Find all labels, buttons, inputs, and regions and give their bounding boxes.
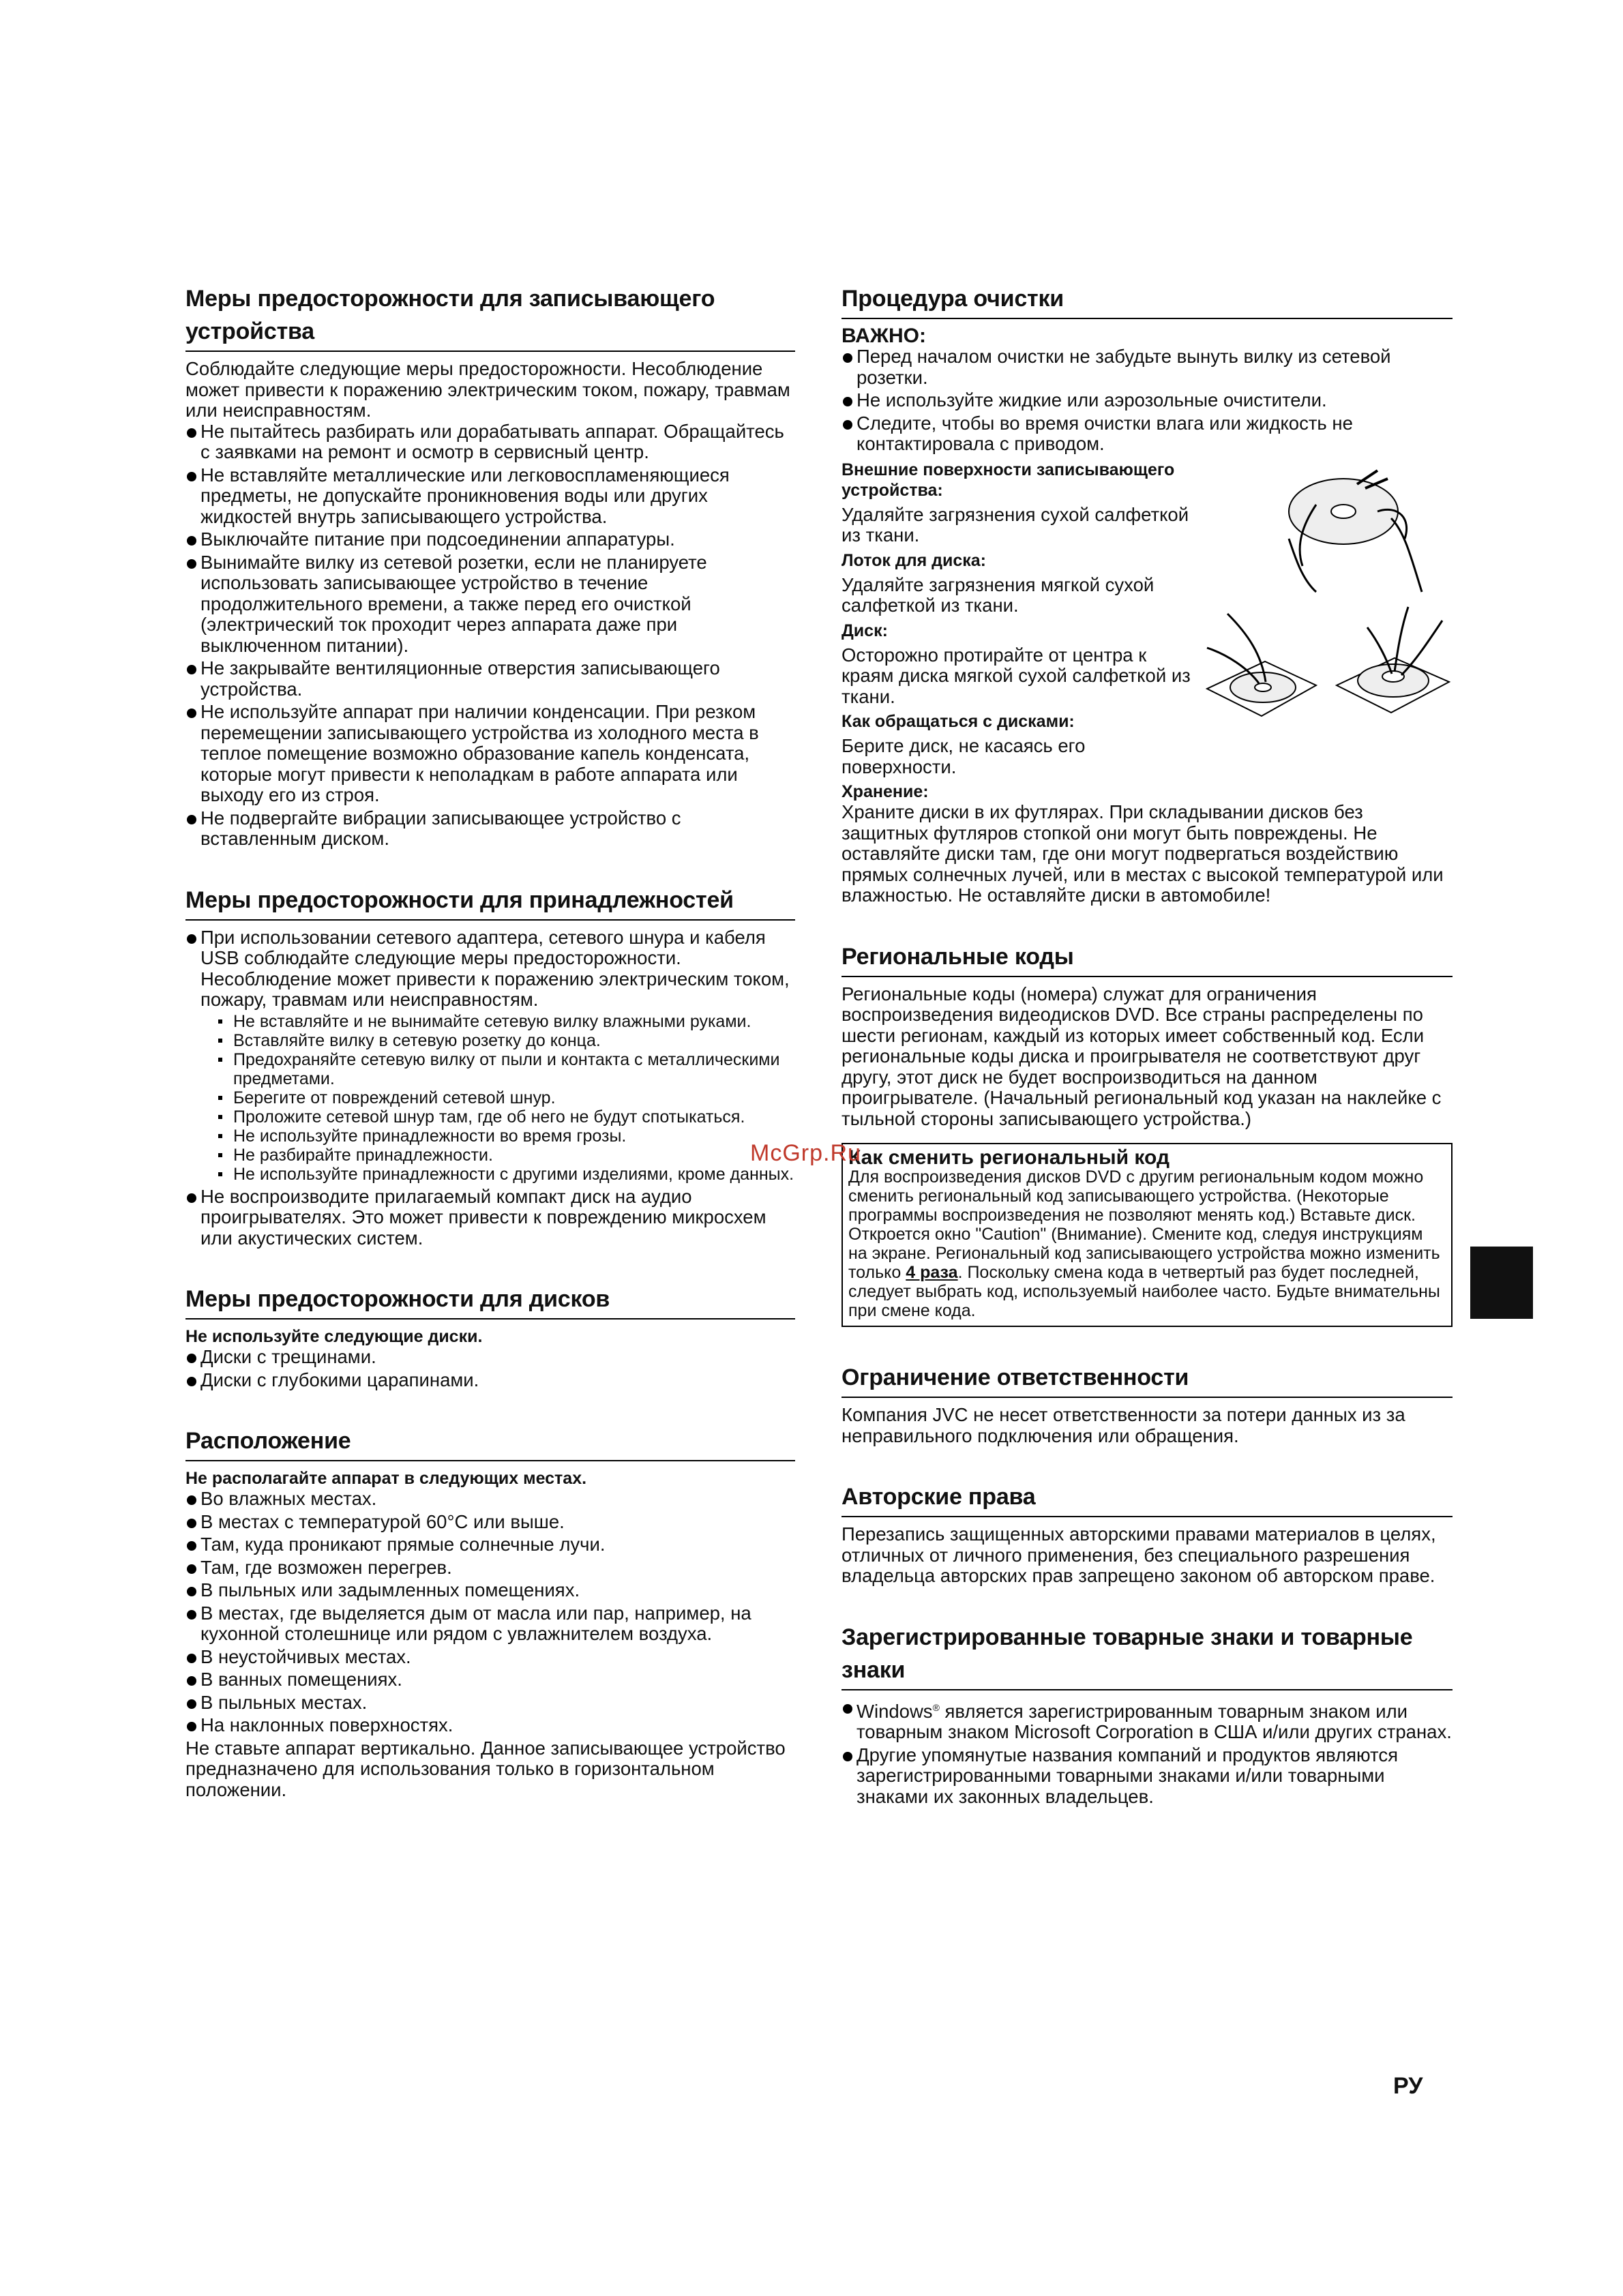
section-tab-marker xyxy=(1470,1247,1533,1319)
copyright-heading: Авторские права xyxy=(842,1480,1453,1517)
list-item: Следите, чтобы во время очистки влага или жидкость не контактировала с приводом. xyxy=(842,413,1453,455)
cleaning-list xyxy=(842,346,1453,455)
list-item: Там, где возможен перегрев. xyxy=(185,1557,795,1579)
sub-list-item: Проложите сетевой шнур там, где об него не будут спотыкаться. xyxy=(200,1107,795,1127)
region-codes-heading: Региональные коды xyxy=(842,940,1453,977)
list-item xyxy=(185,927,795,1184)
list-item: Диски с трещинами. xyxy=(185,1347,795,1368)
sub-list-item: Не разбирайте принадлежности. xyxy=(200,1146,795,1165)
list-item: Не воспроизводите прилагаемый компакт диск на аудио проигрывателях. Это может привести к повреждению микросхем или акустических систем. xyxy=(185,1187,795,1249)
cleaning-details xyxy=(842,457,1453,782)
disc-text: Осторожно протирайте от центра к краям диска мягкой сухой салфеткой из ткани. xyxy=(842,644,1191,707)
trademarks-list xyxy=(842,1697,1453,1808)
accessory-precautions-list xyxy=(185,927,795,1249)
important-label: ВАЖНО: xyxy=(842,325,926,347)
liability-section xyxy=(842,1361,1453,1446)
trademarks-heading: Зарегистрированные товарные знаки и товарные знаки xyxy=(842,1621,1453,1690)
change-region-text-part1: Для воспроизведения дисков DVD с другим региональным кодом можно сменить региональный код записывающего устройства. (Некоторые программы воспроизведения не позволяют менять код.) Вставьте диск. Откроется окно "Caution" (Внимание). Смените код, следуя инструкциям на экране. Региональный код записывающего устройства можно изменить только xyxy=(848,1167,1440,1282)
copyright-text: Перезапись защищенных авторскими правами материалов в целях, отличных от личного применения, без специального разрешения владельца авторских прав запрещено законом об авторском праве. xyxy=(842,1523,1436,1586)
location-heading: Расположение xyxy=(185,1425,795,1461)
disc-precautions-heading: Меры предосторожности для дисков xyxy=(185,1283,795,1320)
windows-trademark-text: является зарегистрированным товарным знаком или товарным знаком Microsoft Corporation в США и/или других странах. xyxy=(857,1700,1452,1743)
list-item: В пыльных местах. xyxy=(185,1693,795,1714)
list-item: На наклонных поверхностях. xyxy=(185,1715,795,1736)
sub-list-item: Предохраняйте сетевую вилку от пыли и контакта с металлическими предметами. xyxy=(200,1050,795,1088)
cleaning-heading: Процедура очистки xyxy=(842,282,1453,319)
cleaning-section xyxy=(842,282,1453,906)
disc-wiping-illustration xyxy=(1275,457,1439,593)
list-item: Не пытайтесь разбирать или дорабатывать аппарат. Обращайтесь с заявками на ремонт и осмотр в сервисный центр. xyxy=(185,421,795,463)
tray-label: Лоток для диска: xyxy=(842,550,986,570)
sub-list-item: Не вставляйте и не вынимайте сетевую вилку влажными руками. xyxy=(200,1012,795,1031)
list-item: Не используйте жидкие или аэрозольные очистители. xyxy=(842,390,1453,411)
sub-list-item: Не используйте принадлежности с другими изделиями, кроме данных. xyxy=(200,1165,795,1184)
watermark-text: McGrp.Ru xyxy=(750,1140,861,1166)
location-lead: Не располагайте аппарат в следующих местах. xyxy=(185,1469,587,1488)
list-item: В ванных помещениях. xyxy=(185,1669,795,1690)
sub-list-item: Берегите от повреждений сетевой шнур. xyxy=(200,1088,795,1107)
recorder-precautions-intro: Соблюдайте следующие меры предосторожности. Несоблюдение может привести к поражению электрическим током, пожару, травмам или неисправностям. xyxy=(185,358,790,421)
windows-brand: Windows xyxy=(857,1700,933,1722)
location-note: Не ставьте аппарат вертикально. Данное записывающее устройство предназначено для использования только в горизонтальном положении. xyxy=(185,1737,786,1800)
list-item: Вынимайте вилку из сетевой розетки, если не планируете использовать записывающее устройство в течение продолжительного времени, а также перед его очисткой (электрический ток проходит через аппарата даже при выключенном питании). xyxy=(185,552,795,657)
list-item: Выключайте питание при подсоединении аппаратуры. xyxy=(185,529,795,550)
list-item: Во влажных местах. xyxy=(185,1489,795,1510)
sub-list-item: Вставляйте вилку в сетевую розетку до конца. xyxy=(200,1031,795,1050)
accessory-item-text: При использовании сетевого адаптера, сетевого шнура и кабеля USB соблюдайте следующие меры предосторожности. Несоблюдение может привести к поражению электрическим током, пожару, травмам или неисправностям. xyxy=(200,926,790,1010)
change-region-box xyxy=(842,1143,1453,1327)
change-region-text-part2: . Поскольку смена кода в четвертый раз будет последней, следует выбрать код, используемый наиболее часто. Будьте внимательны при смене кода. xyxy=(848,1263,1440,1320)
list-item: Не закрывайте вентиляционные отверстия записывающего устройства. xyxy=(185,658,795,700)
list-item: В местах, где выделяется дым от масла или пар, например, на кухонной столешнице или рядом с увлажнителем воздуха. xyxy=(185,1603,795,1645)
list-item: В неустойчивых местах. xyxy=(185,1647,795,1668)
list-item: В пыльных или задымленных помещениях. xyxy=(185,1580,795,1601)
liability-text: Компания JVC не несет ответственности за потери данных из за неправильного подключения или обращения. xyxy=(842,1404,1405,1446)
outer-surface-text: Удаляйте загрязнения сухой салфеткой из ткани. xyxy=(842,503,1189,546)
storage-text: Храните диски в их футлярах. При складывании дисков без защитных футляров стопкой они могут быть повреждены. Не оставляйте диски там, где они могут подвергаться воздействию прямых солнечных лучей, или в местах с высокой температурой или влажностью. Не оставляйте диски в автомобиле! xyxy=(842,801,1444,906)
handling-label: Как обращаться с дисками: xyxy=(842,712,1075,731)
list-item: В местах с температурой 60°C или выше. xyxy=(185,1512,795,1533)
accessory-precautions-heading: Меры предосторожности для принадлежностей xyxy=(185,884,795,921)
cleaning-illustrations xyxy=(1200,457,1453,782)
registered-mark: ® xyxy=(932,1701,940,1713)
handling-text: Берите диск, не касаясь его поверхности. xyxy=(842,735,1086,777)
left-column xyxy=(185,282,795,1834)
list-item: Диски с глубокими царапинами. xyxy=(185,1370,795,1391)
change-region-text xyxy=(848,1167,1446,1320)
disc-precautions-section xyxy=(185,1283,795,1390)
page-language-label: РУ xyxy=(1393,2073,1423,2099)
copyright-section xyxy=(842,1480,1453,1587)
storage-label: Хранение: xyxy=(842,782,929,801)
tray-text: Удаляйте загрязнения мягкой сухой салфеткой из ткани. xyxy=(842,573,1155,616)
list-item: Не подвергайте вибрации записывающее устройство с вставленным диском. xyxy=(185,808,795,850)
list-item: Не используйте аппарат при наличии конденсации. При резком перемещении записывающего устройства из холодного места в теплое помещение возможно образование капель конденсата, которые могут привести к неполадкам в работе аппарата или выходу его из строя. xyxy=(185,702,795,806)
recorder-precautions-heading: Меры предосторожности для записывающего устройства xyxy=(185,282,795,352)
location-list xyxy=(185,1489,795,1736)
sub-list-item: Не используйте принадлежности во время грозы. xyxy=(200,1127,795,1146)
liability-heading: Ограничение ответственности xyxy=(842,1361,1453,1398)
change-region-title: Как сменить региональный код xyxy=(848,1146,1170,1169)
change-limit-times: 4 раза xyxy=(906,1263,958,1282)
location-section xyxy=(185,1425,795,1800)
cleaning-text-block xyxy=(842,457,1196,782)
tray-handling-illustration-right xyxy=(1326,600,1456,716)
accessory-precautions-section xyxy=(185,884,795,1249)
list-item: Другие упомянутые названия компаний и продуктов являются зарегистрированными товарными знаками и/или товарными знаками их законных владельцев. xyxy=(842,1745,1453,1808)
list-item: Там, куда проникают прямые солнечные лучи. xyxy=(185,1534,795,1555)
list-item xyxy=(842,1697,1453,1743)
accessory-sublist xyxy=(200,1012,795,1184)
list-item: Не вставляйте металлические или легковоспламеняющиеся предметы, не допускайте проникновения воды или других жидкостей внутрь записывающего устройства. xyxy=(185,465,795,528)
region-codes-section xyxy=(842,940,1453,1328)
outer-surface-label: Внешние поверхности записывающего устройства: xyxy=(842,460,1175,500)
list-item: Перед началом очистки не забудьте вынуть вилку из сетевой розетки. xyxy=(842,346,1453,388)
recorder-precautions-list xyxy=(185,421,795,850)
recorder-precautions-section xyxy=(185,282,795,850)
disc-precautions-list xyxy=(185,1347,795,1390)
region-codes-text: Региональные коды (номера) служат для ограничения воспроизведения видеодисков DVD. Все страны распределены по шести регионам, каждый из которых имеет собственный код. Если региональные коды диска и проигрывателя не соответствуют друг другу, этот диск не будет воспроизводиться на данном проигрывателе. (Начальный региональный код указан на наклейке с тыльной стороны записывающего устройства.) xyxy=(842,983,1442,1129)
right-column xyxy=(842,282,1453,1841)
tray-handling-illustration-left xyxy=(1200,607,1323,723)
trademarks-section xyxy=(842,1621,1453,1808)
disc-precautions-lead: Не используйте следующие диски. xyxy=(185,1327,483,1346)
disc-label: Диск: xyxy=(842,621,888,640)
